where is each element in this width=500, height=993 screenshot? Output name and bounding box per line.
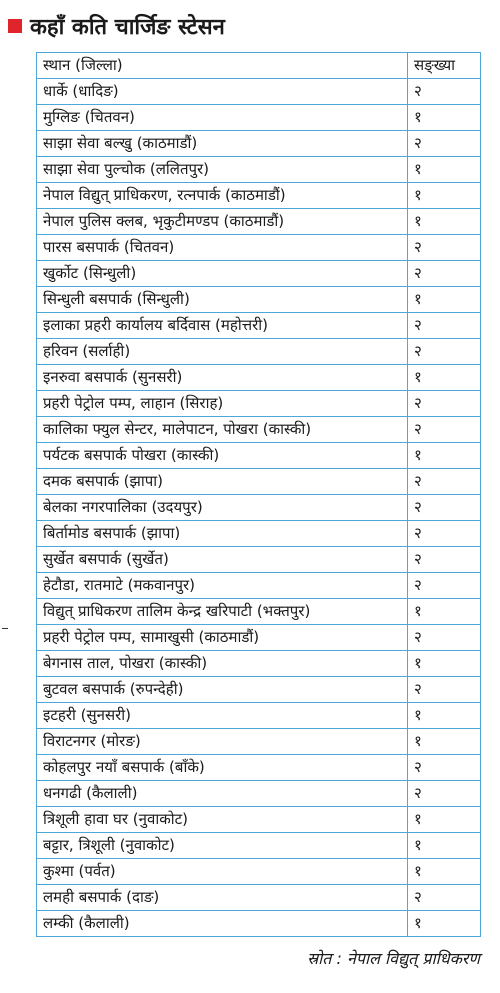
location-cell: कुश्मा (पर्वत) [37,859,408,885]
location-cell: कालिका फ्युल सेन्टर, मालेपाटन, पोखरा (कास्की) [37,417,408,443]
location-cell: विराटनगर (मोरङ) [37,729,408,755]
table-row [37,313,481,339]
location-cell: पर्यटक बसपार्क पोखरा (कास्की) [37,443,408,469]
location-cell: इलाका प्रहरी कार्यालय बर्दिवास (महोत्तरी) [37,313,408,339]
count-cell: २ [408,391,481,417]
count-cell: १ [408,729,481,755]
table-row [37,833,481,859]
location-cell: धार्के (धादिङ) [37,79,408,105]
column-header-count: सङ्ख्या [408,53,481,79]
count-cell: २ [408,313,481,339]
location-cell: लमही बसपार्क (दाङ) [37,885,408,911]
table-row [37,417,481,443]
location-cell: लम्की (कैलाली) [37,911,408,937]
count-cell: १ [408,911,481,937]
table-row [37,183,481,209]
table-row [37,885,481,911]
count-cell: २ [408,521,481,547]
location-cell: हेटौडा, रातमाटे (मकवानपुर) [37,573,408,599]
count-cell: २ [408,547,481,573]
count-cell: १ [408,703,481,729]
location-cell: विद्युत् प्राधिकरण तालिम केन्द्र खरिपाटी (भक्तपुर) [37,599,408,625]
location-cell: त्रिशूली हावा घर (नुवाकोट) [37,807,408,833]
page-title-row [8,8,225,44]
source-credit: स्रोत : नेपाल विद्युत् प्राधिकरण [307,949,480,968]
table-row [37,729,481,755]
table-row [37,339,481,365]
location-cell: मुग्लिङ (चितवन) [37,105,408,131]
table-header-row [37,53,481,79]
location-cell: साझा सेवा पुल्चोक (ललितपुर) [37,157,408,183]
count-cell: २ [408,885,481,911]
count-cell: २ [408,131,481,157]
count-cell: २ [408,79,481,105]
location-cell: बेलका नगरपालिका (उदयपुर) [37,495,408,521]
table-row [37,105,481,131]
location-cell: दमक बसपार्क (झापा) [37,469,408,495]
table-row [37,287,481,313]
count-cell: २ [408,573,481,599]
location-cell: हरिवन (सर्लाही) [37,339,408,365]
count-cell: २ [408,781,481,807]
location-cell: नेपाल पुलिस क्लब, भृकुटीमण्डप (काठमाडौं) [37,209,408,235]
table-row [37,365,481,391]
count-cell: २ [408,677,481,703]
margin-dash [2,628,8,629]
table-row [37,781,481,807]
count-cell: १ [408,833,481,859]
location-cell: इनरुवा बसपार्क (सुनसरी) [37,365,408,391]
count-cell: १ [408,651,481,677]
page-title: कहाँ कति चार्जिङ स्टेसन [30,15,225,40]
table-row [37,391,481,417]
table-row [37,573,481,599]
count-cell: १ [408,807,481,833]
count-cell: २ [408,339,481,365]
table-row [37,261,481,287]
table-row [37,521,481,547]
table-row [37,911,481,937]
location-cell: नेपाल विद्युत् प्राधिकरण, रत्नपार्क (काठमाडौं) [37,183,408,209]
location-cell: कोहलपुर नयाँ बसपार्क (बाँके) [37,755,408,781]
location-cell: बिर्तामोड बसपार्क (झापा) [37,521,408,547]
table-row [37,79,481,105]
table-row [37,495,481,521]
column-header-location: स्थान (जिल्ला) [37,53,408,79]
count-cell: २ [408,261,481,287]
red-square-bullet [8,19,22,33]
table-row [37,547,481,573]
location-cell: इटहरी (सुनसरी) [37,703,408,729]
location-cell: साझा सेवा बल्खु (काठमाडौं) [37,131,408,157]
location-cell: सुर्खेत बसपार्क (सुर्खेत) [37,547,408,573]
table-row [37,157,481,183]
location-cell: बुटवल बसपार्क (रुपन्देही) [37,677,408,703]
location-cell: बेगनास ताल, पोखरा (कास्की) [37,651,408,677]
table-row [37,599,481,625]
count-cell: १ [408,183,481,209]
table-body [37,79,481,937]
table-row [37,209,481,235]
count-cell: १ [408,859,481,885]
location-cell: बट्टार, त्रिशूली (नुवाकोट) [37,833,408,859]
table-row [37,443,481,469]
location-cell: धनगढी (कैलाली) [37,781,408,807]
table-row [37,807,481,833]
count-cell: २ [408,235,481,261]
table-row [37,677,481,703]
table-row [37,651,481,677]
location-cell: प्रहरी पेट्रोल पम्प, सामाखुसी (काठमाडौं) [37,625,408,651]
count-cell: १ [408,157,481,183]
count-cell: २ [408,755,481,781]
count-cell: १ [408,209,481,235]
table-row [37,859,481,885]
count-cell: १ [408,443,481,469]
count-cell: २ [408,469,481,495]
table-row [37,755,481,781]
count-cell: २ [408,417,481,443]
table-row [37,235,481,261]
count-cell: २ [408,495,481,521]
count-cell: १ [408,287,481,313]
location-cell: प्रहरी पेट्रोल पम्प, लाहान (सिराह) [37,391,408,417]
stations-table-wrapper [36,52,480,937]
count-cell: २ [408,625,481,651]
count-cell: १ [408,105,481,131]
table-row [37,469,481,495]
location-cell: खुर्कोट (सिन्धुली) [37,261,408,287]
charging-stations-table [36,52,481,937]
table-row [37,131,481,157]
count-cell: १ [408,599,481,625]
location-cell: पारस बसपार्क (चितवन) [37,235,408,261]
location-cell: सिन्धुली बसपार्क (सिन्धुली) [37,287,408,313]
table-row [37,703,481,729]
table-row [37,625,481,651]
count-cell: १ [408,365,481,391]
